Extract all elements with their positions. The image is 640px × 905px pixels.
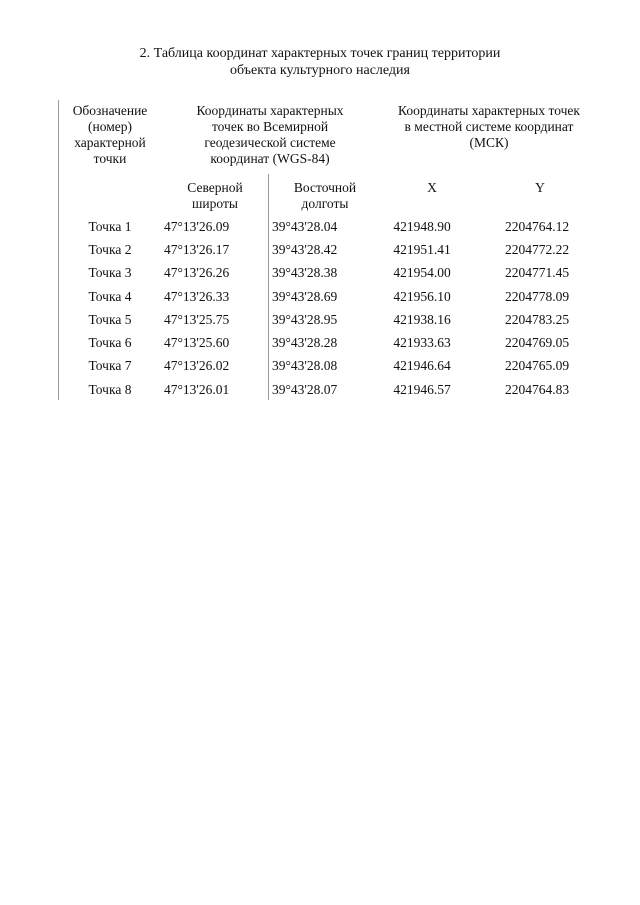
title-line-1: 2. Таблица координат характерных точек границ территории	[139, 46, 501, 61]
y-value: 2204764.12	[504, 219, 570, 234]
longitude-value: 39°43'28.28	[272, 335, 338, 350]
x-value: 421948.90	[393, 219, 451, 234]
subheader-latitude: Северной широты	[187, 180, 243, 211]
title-line-2: объекта культурного наследия	[230, 63, 410, 78]
table-row	[0, 242, 640, 262]
longitude-value: 39°43'28.95	[272, 312, 338, 327]
longitude-value: 39°43'28.04	[272, 219, 338, 234]
table-row	[0, 265, 640, 285]
y-value: 2204771.45	[504, 265, 570, 280]
table-row	[0, 358, 640, 378]
y-value: 2204765.09	[504, 358, 570, 373]
x-value: 421954.00	[393, 265, 451, 280]
latitude-value: 47°13'25.60	[164, 335, 230, 350]
header-wgs84-coordinates: Координаты характерных точек во Всемирной геодезической системе координат (WGS-84)	[196, 103, 344, 166]
point-name: Точка 3	[88, 265, 132, 280]
x-value: 421946.57	[393, 382, 451, 397]
subheader-x: X	[427, 180, 437, 195]
longitude-value: 39°43'28.42	[272, 242, 338, 257]
latitude-value: 47°13'26.33	[164, 289, 230, 304]
point-name: Точка 6	[88, 335, 132, 350]
x-value: 421956.10	[393, 289, 451, 304]
longitude-value: 39°43'28.69	[272, 289, 338, 304]
y-value: 2204772.22	[504, 242, 570, 257]
point-name: Точка 1	[88, 219, 132, 234]
subheader-longitude: Восточной долготы	[293, 180, 357, 211]
latitude-value: 47°13'26.26	[164, 265, 230, 280]
table-row	[0, 289, 640, 309]
table-row	[0, 382, 640, 402]
header-point-designation: Обозначение (номер) характерной точки	[72, 103, 148, 166]
point-name: Точка 4	[88, 289, 132, 304]
point-name: Точка 8	[88, 382, 132, 397]
point-name: Точка 2	[88, 242, 132, 257]
x-value: 421951.41	[393, 242, 451, 257]
x-value: 421946.64	[393, 358, 451, 373]
y-value: 2204764.83	[504, 382, 570, 397]
table-row	[0, 312, 640, 332]
x-value: 421938.16	[393, 312, 451, 327]
table-row	[0, 219, 640, 239]
latitude-value: 47°13'26.17	[164, 242, 230, 257]
latitude-value: 47°13'26.01	[164, 382, 230, 397]
document-title	[0, 45, 640, 79]
point-name: Точка 5	[88, 312, 132, 327]
header-msk-coordinates: Координаты характерных точек в местной системе координат (МСК)	[398, 103, 580, 150]
subheader-y: Y	[535, 180, 545, 195]
latitude-value: 47°13'26.09	[164, 219, 230, 234]
x-value: 421933.63	[393, 335, 451, 350]
y-value: 2204769.05	[504, 335, 570, 350]
y-value: 2204783.25	[504, 312, 570, 327]
table-row	[0, 335, 640, 355]
point-name: Точка 7	[88, 358, 132, 373]
longitude-value: 39°43'28.08	[272, 358, 338, 373]
latitude-value: 47°13'26.02	[164, 358, 230, 373]
longitude-value: 39°43'28.38	[272, 265, 338, 280]
y-value: 2204778.09	[504, 289, 570, 304]
latitude-value: 47°13'25.75	[164, 312, 230, 327]
longitude-value: 39°43'28.07	[272, 382, 338, 397]
